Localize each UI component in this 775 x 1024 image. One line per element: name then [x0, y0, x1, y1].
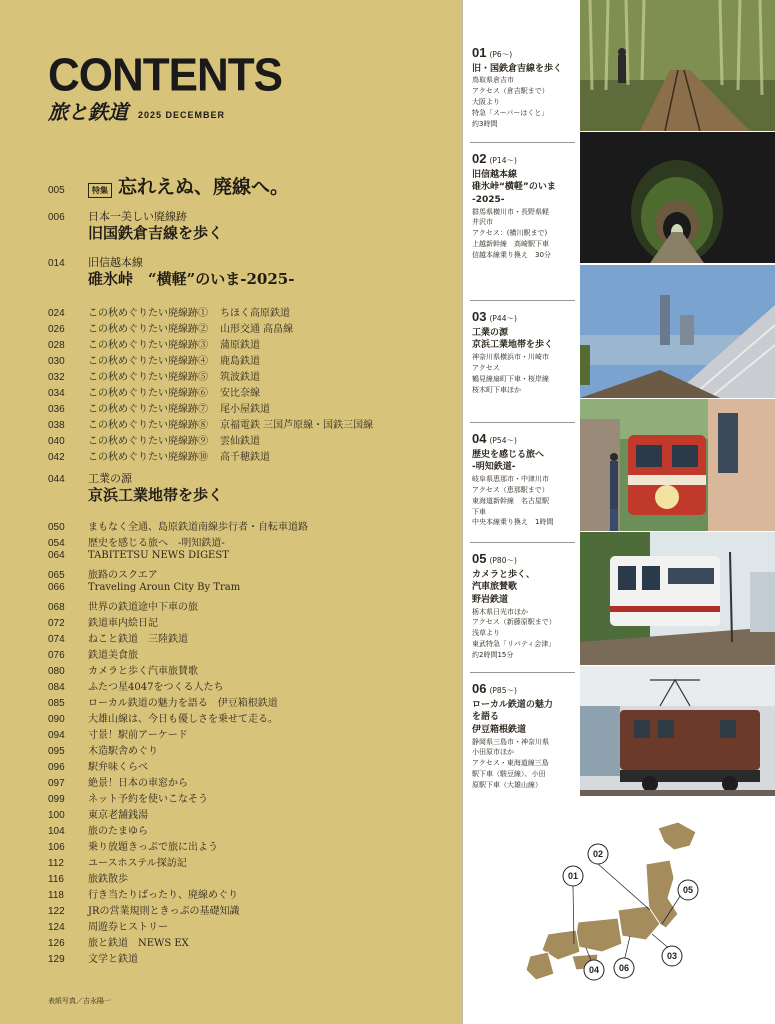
toc-text: 周遊券ヒストリー: [88, 922, 168, 933]
toc-text: 旅と鉄道 NEWS EX: [88, 938, 189, 949]
series-name: 鹿島鉄道: [220, 356, 260, 367]
toc-item[interactable]: [48, 582, 448, 593]
toc-page: 066: [48, 582, 65, 593]
section-subtitle: 工業の源: [88, 472, 132, 485]
toc-text: 大雄山線は、今日も優しさを乗せて走る。: [88, 714, 278, 725]
series-name: 安比奈線: [220, 388, 260, 399]
toc-page: 084: [48, 682, 65, 693]
feature-badge: 特集: [88, 183, 112, 198]
toc-page: 112: [48, 858, 64, 869]
toc-page: 118: [48, 890, 64, 901]
toc-text: 世界の鉄道途中下車の旅: [88, 602, 198, 613]
toc-page: 044: [48, 474, 65, 485]
toc-text: Traveling Aroun City By Tram: [88, 582, 241, 593]
feature-title: 忘れえぬ、廃線へ。: [118, 176, 290, 198]
toc-page: 042: [48, 452, 65, 463]
section-title: 京浜工業地帯を歩く: [88, 486, 224, 505]
toc-page: 100: [48, 810, 65, 821]
toc-page: 076: [48, 650, 65, 661]
feature-card-04[interactable]: [472, 430, 576, 528]
card-divider: [470, 672, 575, 673]
map-label: 03: [666, 951, 678, 961]
card-title: 京浜工業地帯を歩く: [472, 340, 554, 351]
card-title: 野岩鉄道: [472, 595, 509, 606]
toc-item[interactable]: [48, 806, 448, 821]
toc-text: 絶景！日本の車窓から: [88, 778, 188, 789]
toc-text: JRの営業規則ときっぷの基礎知識: [88, 906, 240, 917]
toc-page: 036: [48, 404, 65, 415]
toc-page: 006: [48, 212, 65, 223]
toc-text: ネット予約を使いこなそう: [88, 794, 208, 805]
card-info: 栃木県日光市ほか: [472, 607, 528, 616]
toc-item[interactable]: [48, 448, 448, 463]
toc-item[interactable]: [48, 416, 448, 431]
toc-item[interactable]: [48, 790, 448, 805]
card-number: 04: [472, 431, 487, 446]
feature-card-06[interactable]: [472, 680, 576, 791]
toc-page: 095: [48, 746, 65, 757]
toc-text: 乗り放題きっぷで旅に出よう: [88, 842, 218, 853]
series-name: 尾小屋鉄道: [220, 404, 270, 415]
toc-item[interactable]: [48, 400, 448, 415]
toc-item[interactable]: [48, 368, 448, 383]
series-name: 雲仙鉄道: [220, 436, 260, 447]
photo-tunnel: [580, 132, 775, 263]
toc-page: 090: [48, 714, 65, 725]
toc-item[interactable]: [48, 918, 448, 933]
toc-page: 054: [48, 538, 65, 549]
toc-item[interactable]: [48, 320, 448, 335]
magazine-logo: 旅と鉄道: [48, 100, 128, 124]
card-title: 歴史を感じる旅へ: [472, 449, 545, 460]
toc-item[interactable]: [48, 566, 448, 581]
series-name: ちほく高原鉄道: [220, 308, 290, 319]
toc-section[interactable]: [48, 210, 448, 243]
card-info: 東武特急「リバティ会津」: [472, 640, 556, 649]
card-info: アクセス（新藤原駅まで）: [472, 618, 556, 627]
card-info: 下車: [472, 507, 486, 516]
card-info: 桜木町下車ほか: [472, 385, 521, 394]
card-info: アクセス：(横川駅まで): [472, 229, 548, 238]
toc-text: 駅弁味くらべ: [88, 762, 148, 773]
toc-text: ユースホステル探訪記: [88, 858, 187, 869]
photo-electric-locomotive: [580, 666, 775, 796]
toc-page: 068: [48, 602, 65, 613]
toc-item[interactable]: [48, 336, 448, 351]
toc-text: 文学と鉄道: [88, 954, 138, 965]
toc-text: ふたつ星4047をつくる人たち: [88, 682, 224, 693]
card-title: カメラと歩く、: [472, 569, 535, 580]
toc-page: 038: [48, 420, 65, 431]
toc-section[interactable]: [48, 256, 448, 289]
toc-item[interactable]: [48, 694, 448, 709]
section-subtitle: 日本一美しい廃線跡: [88, 210, 187, 223]
toc-item[interactable]: [48, 934, 448, 949]
toc-page: 097: [48, 778, 65, 789]
section-title: 旧国鉄倉吉線を歩く: [88, 224, 224, 243]
toc-text: 旅のたまゆら: [88, 826, 148, 837]
card-info: 中央本線乗り換え 1時間: [472, 518, 554, 527]
toc-page: 014: [48, 258, 65, 269]
toc-item[interactable]: [48, 518, 448, 533]
toc-item[interactable]: [48, 550, 448, 561]
card-info: 神奈川県横浜市・川崎市: [472, 353, 549, 362]
toc-text: 寸景！駅前アーケード: [88, 730, 188, 741]
toc-item[interactable]: [48, 614, 448, 629]
toc-page: 050: [48, 522, 65, 533]
series-name: 筑波鉄道: [220, 372, 260, 383]
toc-item[interactable]: [48, 678, 448, 693]
toc-item[interactable]: [48, 630, 448, 645]
card-info: 浅草より: [472, 629, 500, 638]
feature-card-05[interactable]: [472, 550, 576, 661]
toc-item[interactable]: [48, 886, 448, 901]
feature-card-01[interactable]: [472, 44, 576, 130]
toc-item[interactable]: [48, 822, 448, 837]
card-info: 駅下車（駿豆線）、小田: [472, 770, 546, 779]
toc-text: まもなく全通、島原鉄道南線歩行者・自転車道路: [88, 522, 308, 533]
toc-text: 東京老舗銭湯: [88, 810, 148, 821]
divider: [462, 0, 463, 1024]
photo-bridge-city: [580, 265, 775, 398]
card-title: 伊豆箱根鉄道: [472, 725, 527, 736]
toc-text: 旅鉄散歩: [88, 874, 128, 885]
toc-page: 080: [48, 666, 65, 677]
card-title: 碓氷峠“横軽”のいま: [472, 182, 556, 193]
toc-page: 116: [48, 874, 64, 885]
feature-card-02[interactable]: [472, 150, 576, 261]
toc-item[interactable]: [48, 726, 448, 741]
toc-item[interactable]: [48, 774, 448, 789]
toc-feature[interactable]: [48, 172, 448, 199]
card-number: 03: [472, 309, 487, 324]
card-divider: [470, 422, 575, 423]
card-info: 約2時間15分: [472, 651, 514, 659]
card-pages: (P44～): [489, 314, 517, 323]
toc-page: 122: [48, 906, 65, 917]
toc-page: 034: [48, 388, 65, 399]
card-title: 工業の源: [472, 327, 509, 338]
toc-page: 106: [48, 842, 65, 853]
toc-item[interactable]: [48, 432, 448, 447]
card-info: 東海道新幹線 名古屋駅: [472, 496, 549, 505]
toc-page: 065: [48, 570, 65, 581]
toc-item[interactable]: [48, 662, 448, 677]
series-prefix: この秋めぐりたい廃線跡⑩: [88, 452, 208, 463]
series-prefix: この秋めぐりたい廃線跡③: [88, 340, 208, 351]
toc-page: 096: [48, 762, 65, 773]
toc-item[interactable]: [48, 384, 448, 399]
map-label: 01: [567, 871, 579, 881]
card-number: 06: [472, 681, 487, 696]
toc-item[interactable]: [48, 710, 448, 725]
toc-item[interactable]: [48, 870, 448, 885]
card-title: -2025-: [472, 195, 505, 206]
card-pages: (P6～): [489, 50, 513, 59]
toc-item[interactable]: [48, 902, 448, 917]
toc-page: 074: [48, 634, 65, 645]
photo-mountain-train: [580, 532, 775, 665]
toc-section[interactable]: [48, 472, 448, 505]
toc-page: 129: [48, 954, 65, 965]
card-info: 特急「スーパーはくと」: [472, 108, 549, 117]
series-name: 山形交通 高畠線: [220, 324, 294, 335]
toc-page: 126: [48, 938, 65, 949]
toc-page: 094: [48, 730, 65, 741]
card-info: 大阪より: [472, 98, 500, 107]
toc-page: 030: [48, 356, 65, 367]
map-label: 02: [592, 849, 604, 859]
toc-item[interactable]: [48, 598, 448, 613]
card-info: 井沢市: [472, 218, 493, 227]
photo-red-train: [580, 399, 775, 531]
feature-card-03[interactable]: [472, 308, 576, 395]
series-name: 京福電鉄 三国芦原線・国鉄三国線: [220, 420, 374, 431]
card-info: 小田原市ほか: [472, 748, 514, 757]
toc-page: 040: [48, 436, 65, 447]
series-prefix: この秋めぐりたい廃線跡⑤: [88, 372, 208, 383]
series-prefix: この秋めぐりたい廃線跡④: [88, 356, 208, 367]
card-info: アクセス（倉吉駅まで）: [472, 87, 549, 96]
toc-page: 024: [48, 308, 65, 319]
card-divider: [470, 142, 575, 143]
card-info: 岐阜県恵那市・中津川市: [472, 475, 549, 484]
toc-text: ローカル鉄道の魅力を語る 伊豆箱根鉄道: [88, 698, 278, 709]
section-title: 碓氷峠 “横軽”のいま-2025-: [88, 270, 295, 289]
series-prefix: この秋めぐりたい廃線跡⑦: [88, 404, 208, 415]
toc-item[interactable]: [48, 646, 448, 661]
toc-text: 木造駅舎めぐり: [88, 746, 158, 757]
card-pages: (P14～): [489, 156, 517, 165]
toc-page: 032: [48, 372, 65, 383]
toc-page: 005: [48, 185, 65, 196]
toc-page: 026: [48, 324, 65, 335]
card-pages: (P85～): [489, 686, 517, 695]
toc-item[interactable]: [48, 304, 448, 319]
toc-text: 行き当たりばったり、廃線めぐり: [88, 890, 238, 901]
card-title: 旧信越本線: [472, 169, 518, 180]
toc-text: ねこと鉄道 三陸鉄道: [88, 634, 188, 645]
series-prefix: この秋めぐりたい廃線跡⑥: [88, 388, 208, 399]
card-divider: [470, 542, 575, 543]
toc-item[interactable]: [48, 742, 448, 757]
toc-page: 085: [48, 698, 65, 709]
toc-page: 028: [48, 340, 65, 351]
toc-text: 鉄道車内絵日記: [88, 618, 158, 629]
toc-text: カメラと歩く汽車旅賛歌: [88, 666, 198, 677]
card-divider: [470, 300, 575, 301]
series-prefix: この秋めぐりたい廃線跡⑨: [88, 436, 208, 447]
card-info: アクセス・東海道線三島: [472, 759, 549, 768]
map-label: 06: [618, 963, 630, 973]
toc-text: 旅路のスクエア: [88, 570, 158, 581]
series-name: 蒲原鉄道: [220, 340, 260, 351]
toc-page: 099: [48, 794, 65, 805]
card-info: 群馬県横川市・長野県軽: [472, 207, 549, 216]
toc-page: 072: [48, 618, 65, 629]
card-pages: (P54～): [489, 436, 517, 445]
card-info: 鳥取県倉吉市: [472, 76, 514, 85]
route-map: [518, 818, 718, 993]
toc-page: 104: [48, 826, 65, 837]
card-title: を語る: [472, 712, 500, 723]
toc-item[interactable]: [48, 534, 448, 549]
card-info: アクセス（恵那駅まで）: [472, 485, 549, 494]
series-prefix: この秋めぐりたい廃線跡⑧: [88, 420, 208, 431]
toc-item[interactable]: [48, 352, 448, 367]
card-title: 汽車旅賛歌: [472, 582, 518, 593]
toc-item[interactable]: [48, 854, 448, 869]
toc-text: TABITETSU NEWS DIGEST: [88, 550, 229, 561]
card-info: 信越本線乗り換え 30分: [472, 251, 551, 259]
issue-date: 2025 DECEMBER: [138, 110, 226, 120]
card-number: 05: [472, 551, 487, 566]
card-info: 約3時間: [472, 119, 498, 128]
card-info: 原駅下車（大雄山線）: [472, 781, 542, 789]
section-subtitle: 旧信越本線: [88, 256, 143, 269]
toc-text: 歴史を感じる旅へ -明知鉄道-: [88, 538, 225, 549]
toc-page: 064: [48, 550, 65, 561]
series-name: 高千穂鉄道: [220, 452, 270, 463]
map-label: 04: [588, 965, 600, 975]
cover-credit: 表紙写真／吉永陽一: [48, 997, 111, 1005]
toc-item[interactable]: [48, 758, 448, 773]
series-prefix: この秋めぐりたい廃線跡②: [88, 324, 208, 335]
series-prefix: この秋めぐりたい廃線跡①: [88, 308, 208, 319]
toc-text: 鉄道美食旅: [88, 650, 138, 661]
card-info: 上越新幹線 高崎駅下車: [472, 240, 549, 249]
card-title: 旧・国鉄倉吉線を歩く: [472, 63, 563, 74]
card-number: 01: [472, 45, 487, 60]
photo-bamboo-trail: [580, 0, 775, 131]
card-title: ローカル鉄道の魅力: [472, 699, 553, 710]
toc-item[interactable]: [48, 838, 448, 853]
card-info: 鶴見線扇町下車・桜岸線: [472, 374, 549, 383]
page-title: CONTENTS: [48, 49, 282, 102]
card-number: 02: [472, 151, 487, 166]
toc-page: 124: [48, 922, 65, 933]
card-pages: (P80～): [489, 556, 517, 565]
toc-item[interactable]: [48, 950, 448, 965]
map-label: 05: [682, 885, 694, 895]
card-info: アクセス: [472, 363, 500, 372]
card-info: 静岡県三島市・神奈川県: [472, 737, 549, 746]
card-title: -明知鉄道-: [472, 462, 516, 473]
